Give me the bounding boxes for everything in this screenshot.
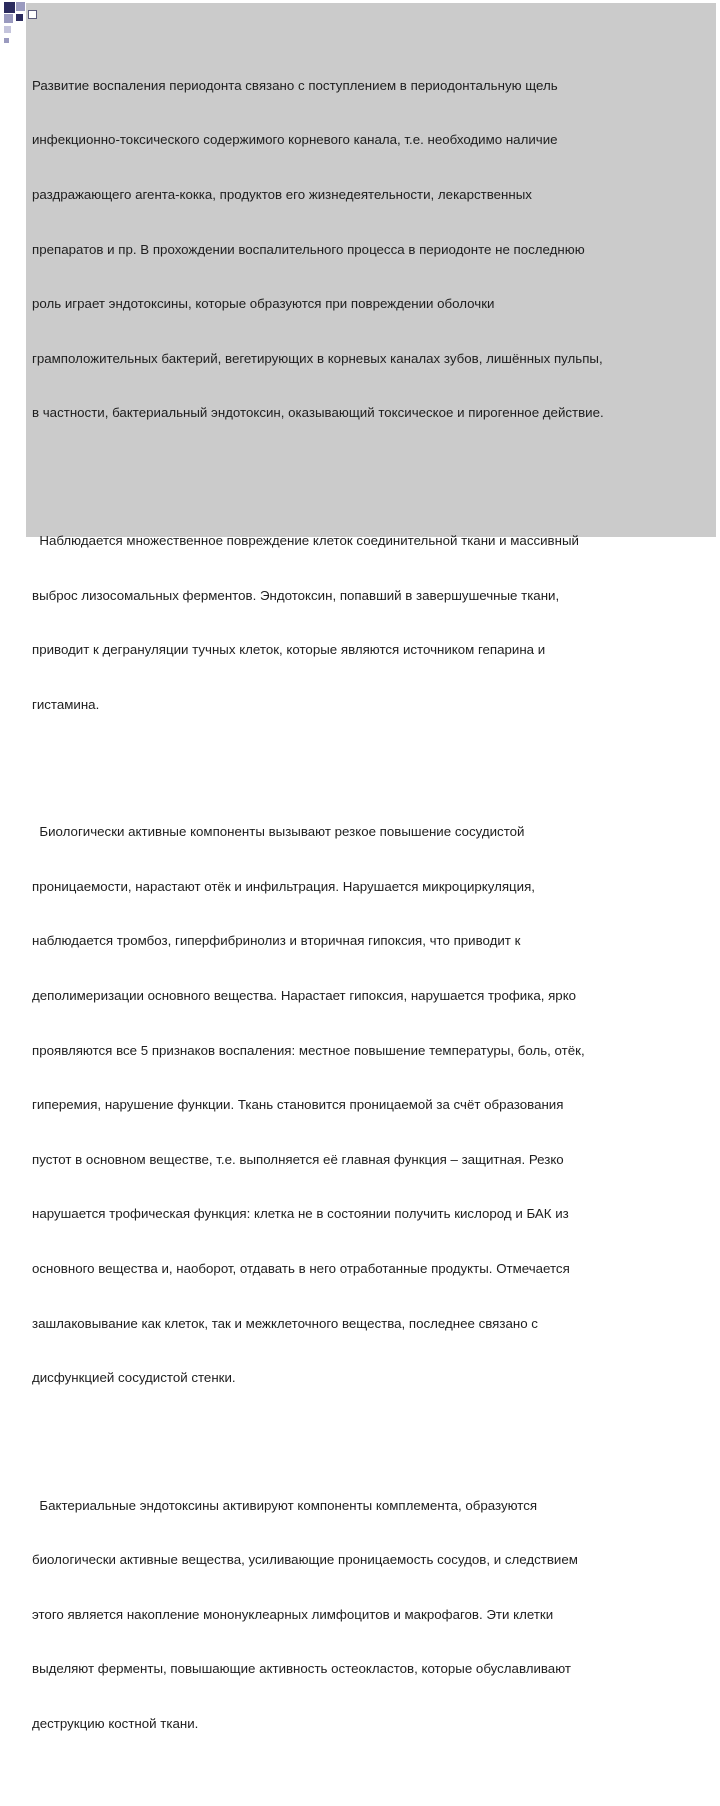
- text-line: препаратов и пр. В прохождении воспалительного процесса в периодонте не последнюю: [32, 241, 585, 257]
- text-line: гиперемия, нарушение функции. Ткань становится проницаемой за счёт образования: [32, 1097, 564, 1113]
- text-line: грамположительных бактерий, вегетирующих в корневых каналах зубов, лишённых пульпы,: [32, 350, 603, 366]
- text-line: деструкцию костной ткани.: [32, 1716, 199, 1732]
- text-line: в частности, бактериальный эндотоксин, оказывающий токсическое и пирогенное действие.: [32, 405, 604, 421]
- text-line: Развитие воспаления периодонта связано с поступлением в периодонтальную щель: [32, 77, 558, 93]
- paragraph-1: [32, 40, 712, 459]
- text-line: проницаемости, нарастают отёк и инфильтрация. Нарушается микроциркуляция,: [32, 878, 535, 894]
- text-line: зашлаковывание как клеток, так и межклеточного вещества, последнее связано с: [32, 1315, 538, 1331]
- text-line: раздражающего агента-кокка, продуктов его жизнедеятельности, лекарственных: [32, 187, 532, 203]
- text-line: деполимеризации основного вещества. Нарастает гипоксия, нарушается трофика, ярко: [32, 987, 577, 1003]
- paragraph-3: [32, 787, 712, 1424]
- text-line: наблюдается тромбоз, гиперфибринолиз и вторичная гипоксия, что приводит к: [32, 933, 521, 949]
- text-line: нарушается трофическая функция: клетка не в состоянии получить кислород и БАК из: [32, 1206, 569, 1222]
- text-line: выделяют ферменты, повышающие активность остеокластов, которые обуславливают: [32, 1661, 571, 1677]
- text-line: Биологически активные компоненты вызывают резкое повышение сосудистой: [32, 824, 525, 840]
- paragraph-2: [32, 495, 712, 750]
- text-line: проявляются все 5 признаков воспаления: местное повышение температуры, боль, отёк,: [32, 1042, 585, 1058]
- text-line: Бактериальные эндотоксины активируют компоненты комплемента, образуются: [32, 1497, 538, 1513]
- text-line: выброс лизосомальных ферментов. Эндотоксин, попавший в завершушечные ткани,: [32, 587, 560, 603]
- text-line: дисфункцией сосудистой стенки.: [32, 1370, 236, 1386]
- paragraph-4: [32, 1460, 712, 1769]
- text-line: пустот в основном веществе, т.е. выполняется её главная функция – защитная. Резко: [32, 1151, 564, 1167]
- text-line: биологически активные вещества, усиливающие проницаемость сосудов, и следствием: [32, 1552, 578, 1568]
- text-line: инфекционно-токсического содержимого корневого канала, т.е. необходимо наличие: [32, 132, 558, 148]
- text-line: основного вещества и, наоборот, отдавать в него отработанные продукты. Отмечается: [32, 1261, 570, 1277]
- text-line: этого является накопление мононуклеарных лимфоцитов и макрофагов. Эти клетки: [32, 1606, 554, 1622]
- text-line: гистамина.: [32, 696, 100, 712]
- body-text: [32, 4, 712, 1806]
- text-line: Наблюдается множественное повреждение клеток соединительной ткани и массивный: [32, 532, 579, 548]
- text-line: роль играет эндотоксины, которые образуются при повреждении оболочки: [32, 296, 495, 312]
- text-line: приводит к дегрануляции тучных клеток, которые являются источником гепарина и: [32, 642, 546, 658]
